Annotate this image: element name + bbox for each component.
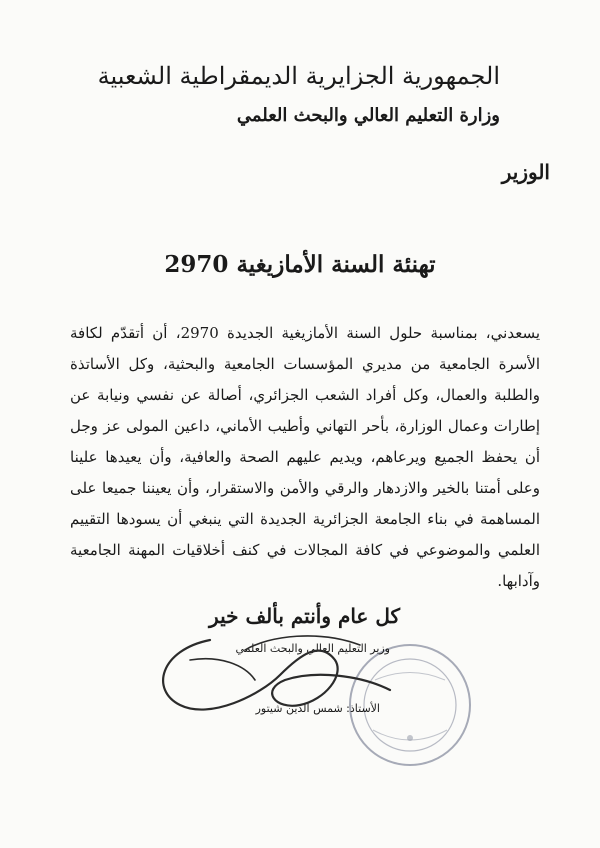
closing-wish: كل عام وأنتم بألف خير — [209, 604, 400, 628]
ministry-heading: وزارة التعليم العالي والبحث العلمي — [236, 105, 500, 126]
signature-name: الأستاذ: شمس الدين شيتور — [255, 702, 380, 715]
greeting-title: تهنئة السنة الأمازيغية 2970 — [164, 251, 436, 278]
republic-heading: الجمهورية الجزايرية الديمقراطية الشعبية — [97, 62, 500, 90]
handwritten-signature — [150, 620, 410, 740]
signature-title: وزير التعليم العالي والبحث العلمي — [235, 642, 390, 655]
minister-heading: الوزير — [501, 160, 550, 184]
greeting-body: يسعدني، بمناسبة حلول السنة الأمازيغية الجديدة 2970، أن أتقدّم لكافة الأسرة الجامعية من مديري المؤسسات الجامعية والبحثية، وكل الأساتذة والطلبة والعمال، وكل أفراد الشعب الجزائري، أصالة عن نفسي ونيابة عن إطارات وعمال الوزارة، بأحر التهاني وأطيب الأماني، داعين المولى عز وجل أن يحفظ الجميع ويرعاهم، ويديم عليهم الصحة والعافية، وأن يعيدها علينا وعلى أمتنا بالخير والازدهار والرقي والأمن والاستقرار، وأن يعيننا جميعا على المساهمة في بناء الجامعة الجزائرية الجديدة التي ينبغي أن يسودها التقييم العلمي والموضوعي في كافة المجالات في كنف أخلاقيات المهنة الجامعية وآدابها. — [70, 324, 540, 590]
